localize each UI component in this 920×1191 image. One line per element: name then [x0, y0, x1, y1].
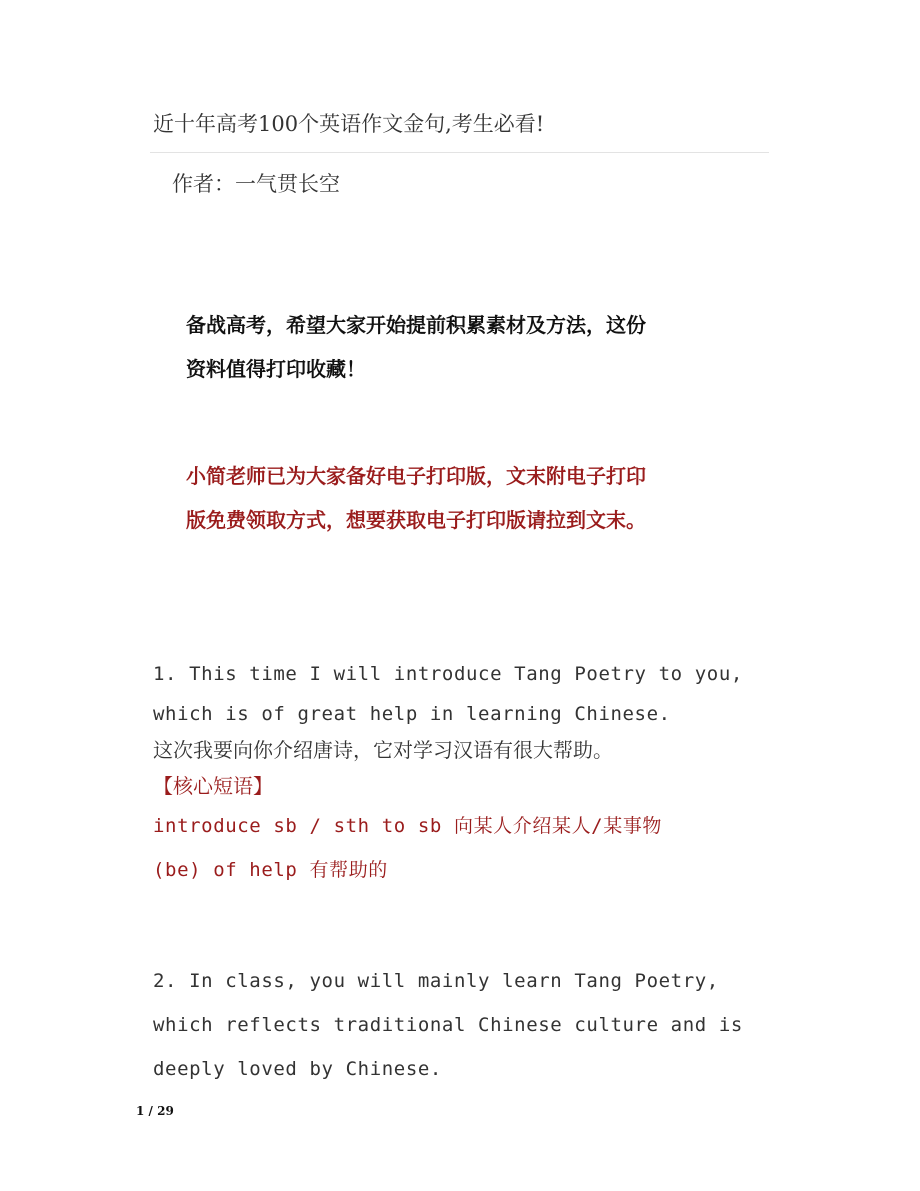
title-divider — [150, 152, 769, 153]
english-sentence-line: deeply loved by Chinese. — [153, 1058, 442, 1080]
chinese-translation: 这次我要向你介绍唐诗，它对学习汉语有很大帮助。 — [153, 738, 613, 762]
english-sentence-line: which reflects traditional Chinese culture and is — [153, 1014, 743, 1036]
print-version-notice-line: 小简老师已为大家备好电子打印版，文末附电子打印 — [186, 464, 646, 488]
page-indicator: 1 / 29 — [136, 1104, 174, 1118]
sentence-entry-2 — [153, 959, 773, 1091]
intro-note-line: 备战高考，希望大家开始提前积累素材及方法，这份 — [186, 313, 646, 337]
document-title: 近十年高考100个英语作文金句,考生必看! — [153, 112, 545, 136]
english-sentence-line: 2. In class, you will mainly learn Tang Poetry, — [153, 970, 719, 992]
intro-note — [186, 303, 646, 391]
english-sentence-line: 1. This time I will introduce Tang Poetry to you, — [153, 663, 743, 685]
sentence-entry-1 — [153, 652, 773, 892]
key-phrase: (be) of help 有帮助的 — [153, 859, 388, 881]
key-phrases-heading: 【核心短语】 — [153, 774, 273, 798]
author-line: 作者：一气贯长空 — [172, 172, 340, 196]
english-sentence-line: which is of great help in learning Chinese. — [153, 703, 671, 725]
print-version-notice — [186, 454, 646, 542]
intro-note-line: 资料值得打印收藏！ — [186, 357, 366, 381]
key-phrase: introduce sb / sth to sb 向某人介绍某人/某事物 — [153, 815, 663, 837]
print-version-notice-line: 版免费领取方式，想要获取电子打印版请拉到文末。 — [186, 508, 646, 532]
